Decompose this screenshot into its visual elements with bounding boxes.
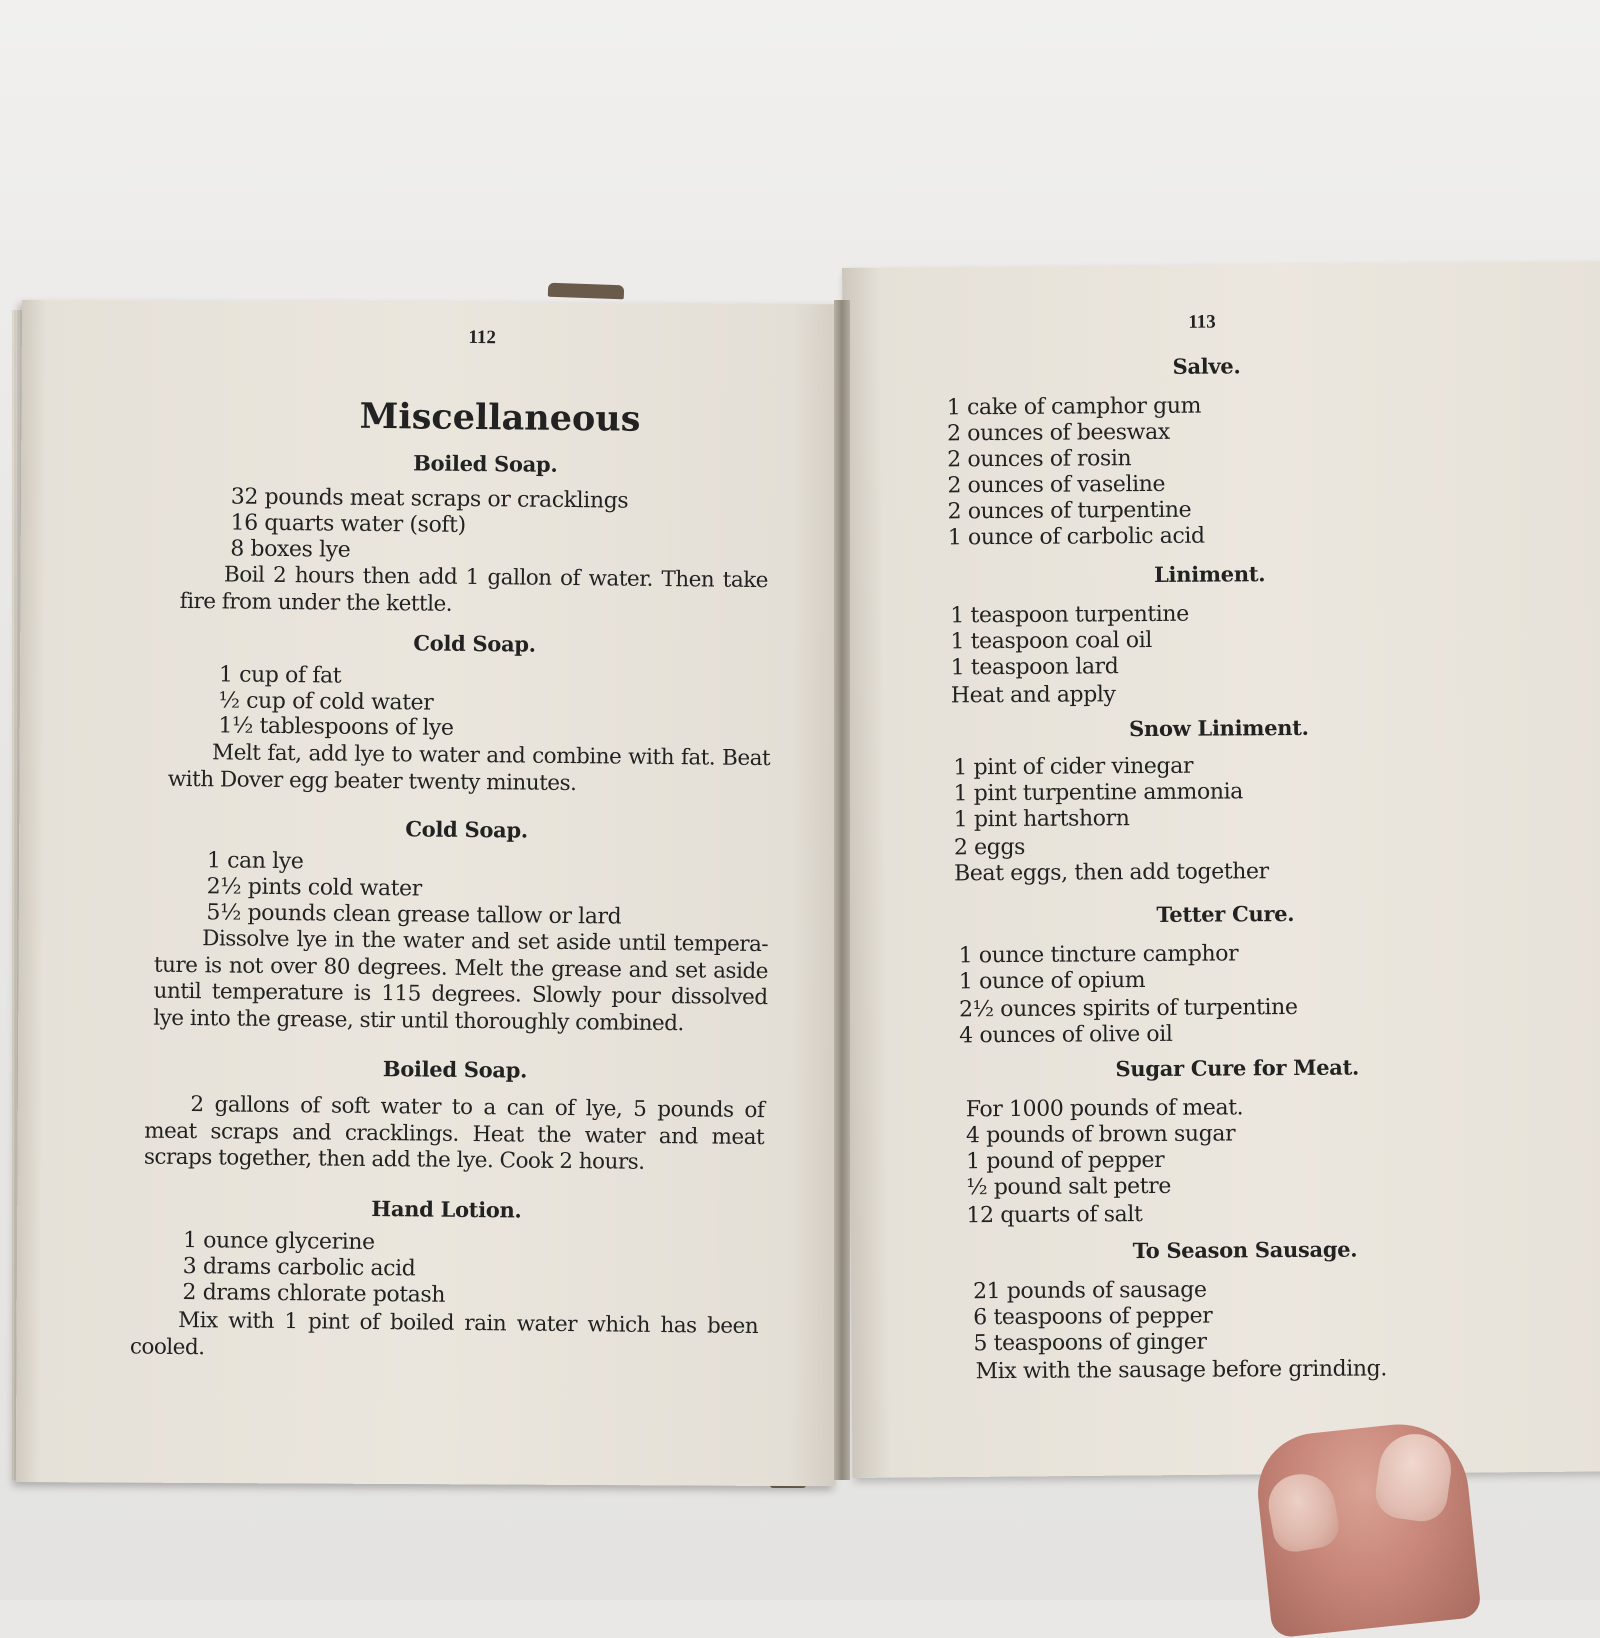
ingredient-line: 1 teaspoon lard [950, 654, 1119, 681]
ingredient-line: 2 ounces of vaseline [947, 471, 1166, 499]
recipe-directions: Dissolve lye in the water and set aside until tempera-ture is not over 80 degrees. Melt the grease and set aside until temperature is 115 degrees. Slowly pour dissolved lye into the grease, stir until thoroughly combined. [153, 926, 769, 1036]
ingredient-line: 8 boxes lye [230, 536, 351, 563]
ingredient-line: 1 pint of cider vinegar [953, 753, 1194, 781]
recipe-directions: Melt fat, add lye to water and combine with fat. Beat with Dover egg beater twenty minutes. [167, 740, 771, 796]
ingredient-line: 1 cup of fat [218, 662, 342, 689]
ingredient-line: 1 ounce glycerine [182, 1227, 375, 1255]
ingredient-line: 2 ounces of beeswax [946, 419, 1170, 447]
recipe-directions: Boil 2 hours then add 1 gallon of water. Then take fire from under the kettle. [179, 562, 769, 617]
ingredient-line: For 1000 pounds of meat. [965, 1095, 1244, 1123]
ingredient-line: 1 ounce of opium [958, 968, 1146, 995]
ingredient-line: 5 teaspoons of ginger [973, 1329, 1207, 1357]
ingredient-line: 2½ pints cold water [206, 874, 422, 902]
ingredient-line: 5½ pounds clean grease tallow or lard [206, 900, 622, 930]
ingredient-line: 1½ tablespoons of lye [218, 713, 454, 741]
ingredient-line: 2 ounces of rosin [947, 446, 1132, 473]
ingredient-line: Heat and apply [950, 682, 1116, 709]
recipe-heading: Cold Soap. [405, 816, 528, 843]
page-number-left: 112 [468, 326, 497, 349]
ingredient-line: 1 cake of camphor gum [946, 393, 1202, 421]
recipe-directions: 2 gallons of soft water to a can of lye, 5 pounds of meat scraps and cracklings. Heat the water and meat scraps together, then add the lye. Cook 2 hours. [143, 1092, 765, 1175]
recipe-heading: Liniment. [1153, 561, 1266, 587]
recipe-heading: Boiled Soap. [413, 450, 558, 477]
ingredient-line: 4 ounces of olive oil [959, 1021, 1173, 1049]
ingredient-line: 32 pounds meat scraps or cracklings [230, 484, 629, 514]
recipe-heading: Hand Lotion. [371, 1195, 522, 1223]
ingredient-line: 1 can lye [206, 848, 304, 875]
ingredient-line: 1 ounce of carbolic acid [947, 523, 1205, 551]
ingredient-line: 2 drams chlorate potash [182, 1279, 446, 1308]
ingredient-line: 2 eggs [953, 834, 1026, 861]
recipe-directions: Mix with 1 pint of boiled rain water which has been cooled. [129, 1307, 759, 1360]
recipe-heading: Tetter Cure. [1156, 900, 1295, 927]
page-number-right: 113 [1188, 311, 1216, 333]
recipe-heading: Snow Liniment. [1129, 714, 1309, 742]
page-title: Miscellaneous [359, 395, 641, 440]
ingredient-line: ½ cup of cold water [218, 688, 434, 716]
recipe-heading: Salve. [1172, 353, 1241, 379]
recipe-heading: Cold Soap. [413, 630, 536, 657]
ingredient-line: 1 pint turpentine ammonia [953, 779, 1244, 807]
recipe-heading: Boiled Soap. [382, 1056, 528, 1083]
ingredient-line: 1 teaspoon coal oil [950, 627, 1153, 655]
ingredient-line: ½ pound salt petre [966, 1173, 1172, 1201]
ingredient-line: 1 teaspoon turpentine [950, 601, 1189, 629]
ingredient-line: 3 drams carbolic acid [182, 1253, 416, 1282]
ingredient-line: 21 pounds of sausage [972, 1277, 1207, 1305]
ingredient-line: 4 pounds of brown sugar [965, 1121, 1236, 1149]
ingredient-line: 12 quarts of salt [966, 1202, 1143, 1229]
ingredient-line: Beat eggs, then add together [954, 859, 1269, 887]
ingredient-line: 2½ ounces spirits of turpentine [958, 994, 1298, 1023]
recipe-heading: To Season Sausage. [1132, 1236, 1358, 1264]
ingredient-line: Mix with the sausage before grinding. [975, 1356, 1388, 1385]
ingredient-line: 6 teaspoons of pepper [973, 1303, 1213, 1331]
ingredient-line: 1 pound of pepper [966, 1147, 1165, 1175]
ingredient-line: 1 pint hartshorn [953, 806, 1130, 833]
ingredient-line: 2 ounces of turpentine [947, 497, 1192, 525]
recipe-heading: Sugar Cure for Meat. [1115, 1054, 1360, 1082]
ingredient-line: 1 ounce tincture camphor [958, 941, 1239, 969]
ingredient-line: 16 quarts water (soft) [230, 510, 466, 538]
